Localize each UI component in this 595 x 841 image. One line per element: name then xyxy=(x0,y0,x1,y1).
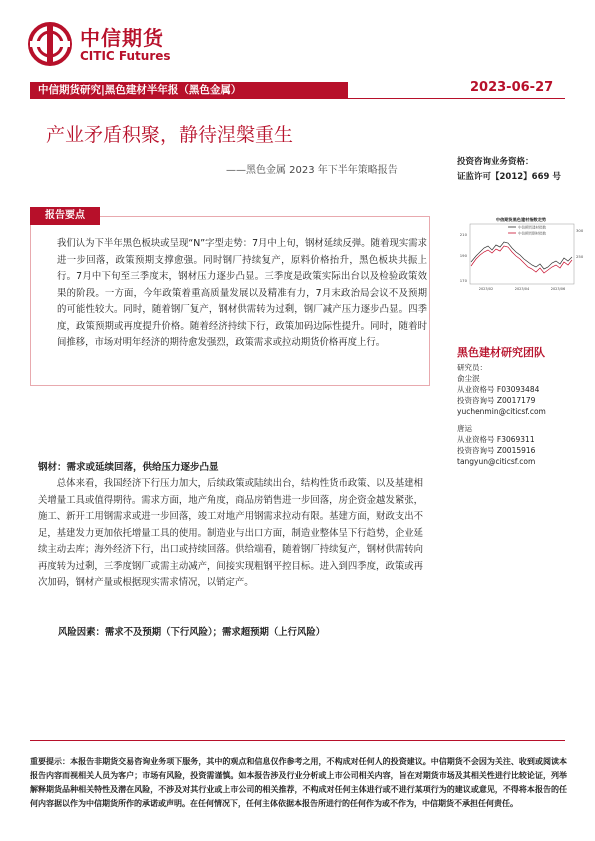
citic-logo-icon xyxy=(28,22,72,66)
report-date: 2023-06-27 xyxy=(470,80,554,95)
staff-consulting-number: 投资咨询号 Z0015916 xyxy=(457,446,536,455)
x-tick: 2023/06 xyxy=(550,287,566,291)
index-trend-chart xyxy=(456,212,586,294)
body-paragraph: 总体来看，我国经济下行压力加大，后续政策或陆续出台，结构性货币政策、以及基建相关增量工具或值得期待。需求方面，地产角度，商品房销售进一步回落，房企资金越发紧张，施工、新开工用钢需求或进一步回落，竣工对地产用钢需求拉动有限。基建方面，财政支出不足，基建发力更加依托增量工具的使用。制造业与出口方面，制造业整体呈下行趋势，企业延续主动去库；海外经济下行，出口或持续回落。供给端看，随着钢厂持续复产，钢材供需转向再度转为过剩，三季度钢厂或需主动减产，间接实现粗钢平控目标。进入到四季度，政策或再次加码，钢材产量或根据现实需求情况，以销定产。 xyxy=(38,478,423,588)
section-title: 钢材：需求或延续回落，供给压力逐步凸显 xyxy=(38,462,219,473)
y-right-tick: 250 xyxy=(576,254,584,259)
staff-qualification-number: 从业资格号 F03093484 xyxy=(457,385,540,394)
chart-legend-1: 中信期货建材指数 xyxy=(518,225,546,230)
header-divider xyxy=(30,98,565,99)
chart-series-line-2 xyxy=(471,246,572,273)
summary-tag: 报告要点 xyxy=(30,207,100,225)
y-right-tick: 300 xyxy=(576,228,584,233)
logo-chinese-text: 中信期货 xyxy=(80,26,164,50)
staff-email[interactable]: tangyun@citicsf.com xyxy=(457,457,536,466)
research-team-title: 黑色建材研究团队 xyxy=(457,346,545,359)
y-left-tick: 190 xyxy=(459,253,467,258)
disclaimer-text: 重要提示：本报告非期货交易咨询业务项下服务，其中的观点和信息仅作参考之用，不构成对任何人的投资建议。中信期货不会因为关注、收到或阅读本报告内容而视相关人员为客户；市场有风险，投资需谨慎。如本报告涉及行业分析或上市公司相关内容，旨在对期货市场及其相关性进行比较论证，列举解释期货品种相关特性及潜在风险，不涉及对其行业或上市公司的相关推荐，不构成对任何主体进行或不进行某项行为的建议或意见，不得将本报告的任何内容据以作为中信期货所作的承诺或声明。在任何情况下，任何主体依据本报告所进行的任何作为或不作为，中信期货不承担任何责任。 xyxy=(30,757,567,808)
staff-email[interactable]: yuchenmin@citicsf.com xyxy=(457,407,546,416)
license-number: 证监许可【2012】669 号 xyxy=(457,172,561,182)
staff-qualification-number: 从业资格号 F3069311 xyxy=(457,435,535,444)
report-type-label: 中信期货研究|黑色建材半年报（黑色金属） xyxy=(38,84,242,96)
risk-factors: 风险因素：需求不及预期（下行风险）；需求超预期（上行风险） xyxy=(58,627,326,638)
summary-text: 我们认为下半年黑色板块或呈现“N”字型走势：7月中上旬，钢材延续反弹。随着现实需求进一步回落，政策预期支撑愈强。同时钢厂持续复产，原料价格抬升，黑色板块共振上行。7月中下旬至三季度末，钢材压力逐步凸显。三季度是政策实际出台以及检验政策效果的阶段。一方面，今年政策着重高质量发展以及精准有力，7月末政治局会议不及预期的可能性较大。同时，随着钢厂复产，钢材供需转为过剩，钢厂减产压力逐步凸显。四季度，政策预期或再度提升价格。随着经济持续下行，政策加码边际性提升。同时，随着时间推移，市场对明年经济的期待愈发强烈，政策需求或拉动期货价格再度上行。 xyxy=(57,238,427,348)
report-subtitle: ——黑色金属 2023 年下半年策略报告 xyxy=(226,165,398,176)
staff-name: 唐运 xyxy=(457,424,472,433)
y-left-tick: 170 xyxy=(459,278,467,283)
staff-consulting-number: 投资咨询号 Z0017179 xyxy=(457,396,536,405)
chart-series-line-1 xyxy=(471,242,572,269)
chart-legend-2: 中信期货钢材指数 xyxy=(518,231,546,236)
report-title: 产业矛盾积聚，静待涅槃重生 xyxy=(46,124,294,146)
staff-researcher-label: 研究员： xyxy=(457,363,487,372)
y-left-tick: 210 xyxy=(459,232,467,237)
staff-name: 俞尘泯 xyxy=(457,374,480,383)
x-tick: 2023/02 xyxy=(478,287,494,291)
qualification-label: 投资咨询业务资格： xyxy=(457,157,534,167)
footer-divider xyxy=(30,740,565,741)
chart-title: 中信期货黑色建材指数走势 xyxy=(495,217,547,222)
report-type-banner xyxy=(30,82,348,98)
logo-english-text: CITIC Futures xyxy=(80,49,171,63)
x-tick: 2023/04 xyxy=(514,287,530,291)
